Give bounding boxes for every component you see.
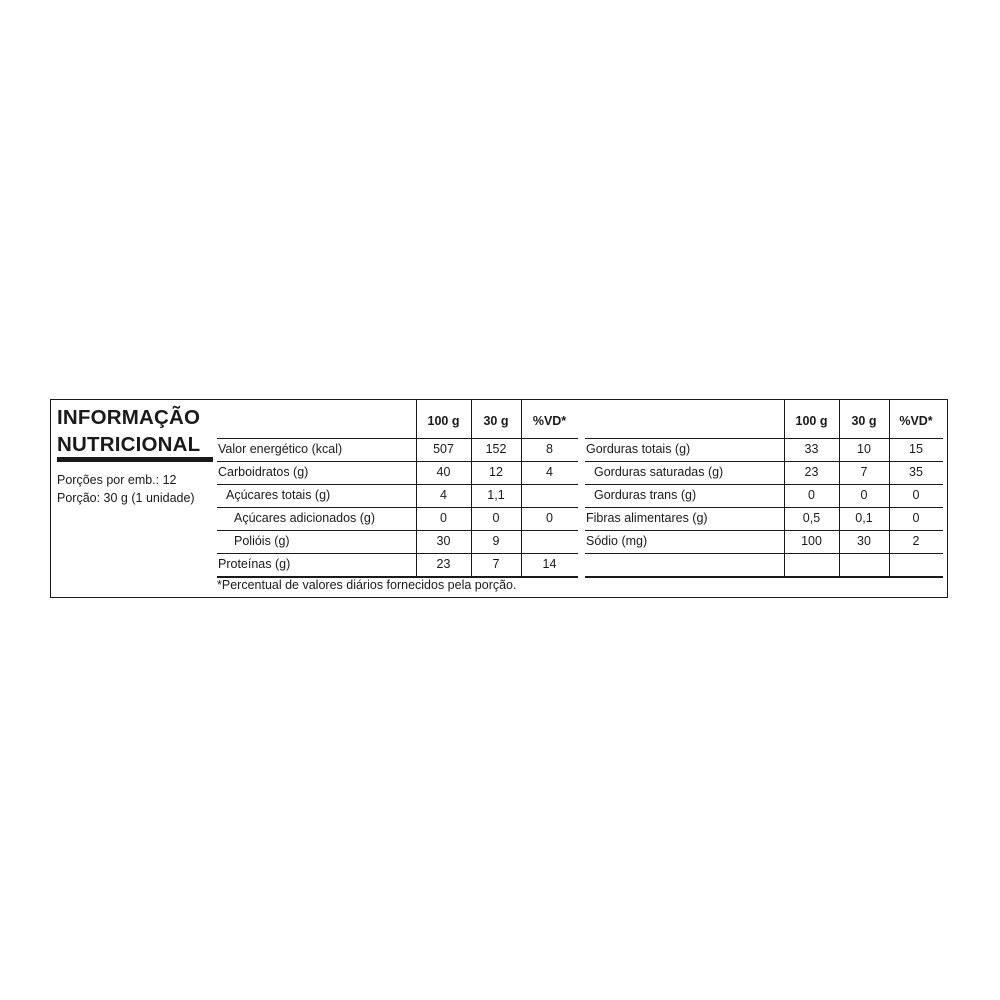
panel-title	[57, 404, 200, 458]
left-header-30g: 30 g	[483, 414, 509, 428]
left-row-value-vd: 8	[546, 442, 553, 456]
right-table-bottom-rule	[585, 576, 943, 578]
right-header-vd: %VD*	[899, 414, 933, 428]
right-row-label: Gorduras trans (g)	[594, 488, 697, 502]
right-row-value-v100: 0,5	[802, 511, 821, 525]
right-row-value-v30	[839, 553, 889, 575]
left-row-value-vd	[521, 484, 578, 506]
right-header-100g: 100 g	[795, 414, 828, 428]
daily-value-footnote: *Percentual de valores diários fornecidos pela porção.	[217, 578, 517, 592]
left-row-value-v30: 0	[492, 511, 500, 525]
left-row-value-v100: 23	[436, 557, 451, 571]
right-row-value-vd: 2	[912, 534, 920, 548]
right-row-label: Fibras alimentares (g)	[586, 511, 708, 525]
left-row-value-vd: 4	[546, 465, 553, 479]
left-row-value-v100: 40	[436, 465, 451, 479]
left-header-100g: 100 g	[427, 414, 460, 428]
left-row-value-v100: 30	[436, 534, 451, 548]
right-row-label: Gorduras totais (g)	[586, 442, 691, 456]
left-row-value-v100: 507	[433, 442, 454, 456]
left-row-value-v30: 7	[492, 557, 500, 571]
title-line-2: NUTRICIONAL	[57, 433, 201, 456]
right-row-value-vd: 0	[912, 488, 920, 502]
right-row-value-vd	[889, 553, 943, 575]
serving-size: Porção: 30 g (1 unidade)	[57, 491, 195, 505]
right-row-value-vd: 15	[909, 442, 923, 456]
nutrition-facts-panel	[50, 399, 948, 598]
title-underline-bar	[57, 457, 213, 462]
left-header-vd: %VD*	[532, 414, 567, 428]
left-row-label: Carboidratos (g)	[218, 465, 309, 479]
right-row-value-v100: 0	[808, 488, 815, 502]
right-header-30g: 30 g	[851, 414, 877, 428]
left-row-value-vd: 14	[542, 557, 557, 571]
left-row-value-vd	[521, 530, 578, 552]
left-row-value-vd: 0	[546, 511, 553, 525]
left-row-value-v30: 1,1	[487, 488, 505, 502]
right-row-label: Sódio (mg)	[586, 534, 648, 548]
title-line-1: INFORMAÇÃO	[57, 406, 201, 429]
left-row-value-v30: 152	[485, 442, 507, 456]
left-row-value-v30: 9	[492, 534, 500, 548]
right-row-value-vd: 35	[909, 465, 923, 479]
servings-per-package: Porções por emb.: 12	[57, 473, 177, 487]
right-row-value-v100: 33	[804, 442, 819, 456]
right-row-label: Gorduras saturadas (g)	[594, 465, 724, 479]
left-row-label: Valor energético (kcal)	[218, 442, 343, 456]
left-row-value-v100: 4	[440, 488, 447, 502]
left-row-label: Proteínas (g)	[218, 557, 291, 571]
left-row-label: Açúcares totais (g)	[226, 488, 331, 502]
right-row-value-v100	[784, 553, 839, 575]
left-row-label: Polióis (g)	[234, 534, 290, 548]
left-row-value-v30: 12	[489, 465, 503, 479]
right-row-value-v100: 23	[804, 465, 819, 479]
left-row-label: Açúcares adicionados (g)	[234, 511, 376, 525]
left-row-value-v100: 0	[440, 511, 447, 525]
right-row-value-vd: 0	[912, 511, 920, 525]
right-row-value-v30: 30	[857, 534, 871, 548]
right-row-value-v30: 7	[860, 465, 868, 479]
right-row-value-v30: 10	[857, 442, 871, 456]
right-row-value-v100: 100	[801, 534, 822, 548]
right-row-value-v30: 0,1	[855, 511, 873, 525]
right-row-value-v30: 0	[860, 488, 868, 502]
